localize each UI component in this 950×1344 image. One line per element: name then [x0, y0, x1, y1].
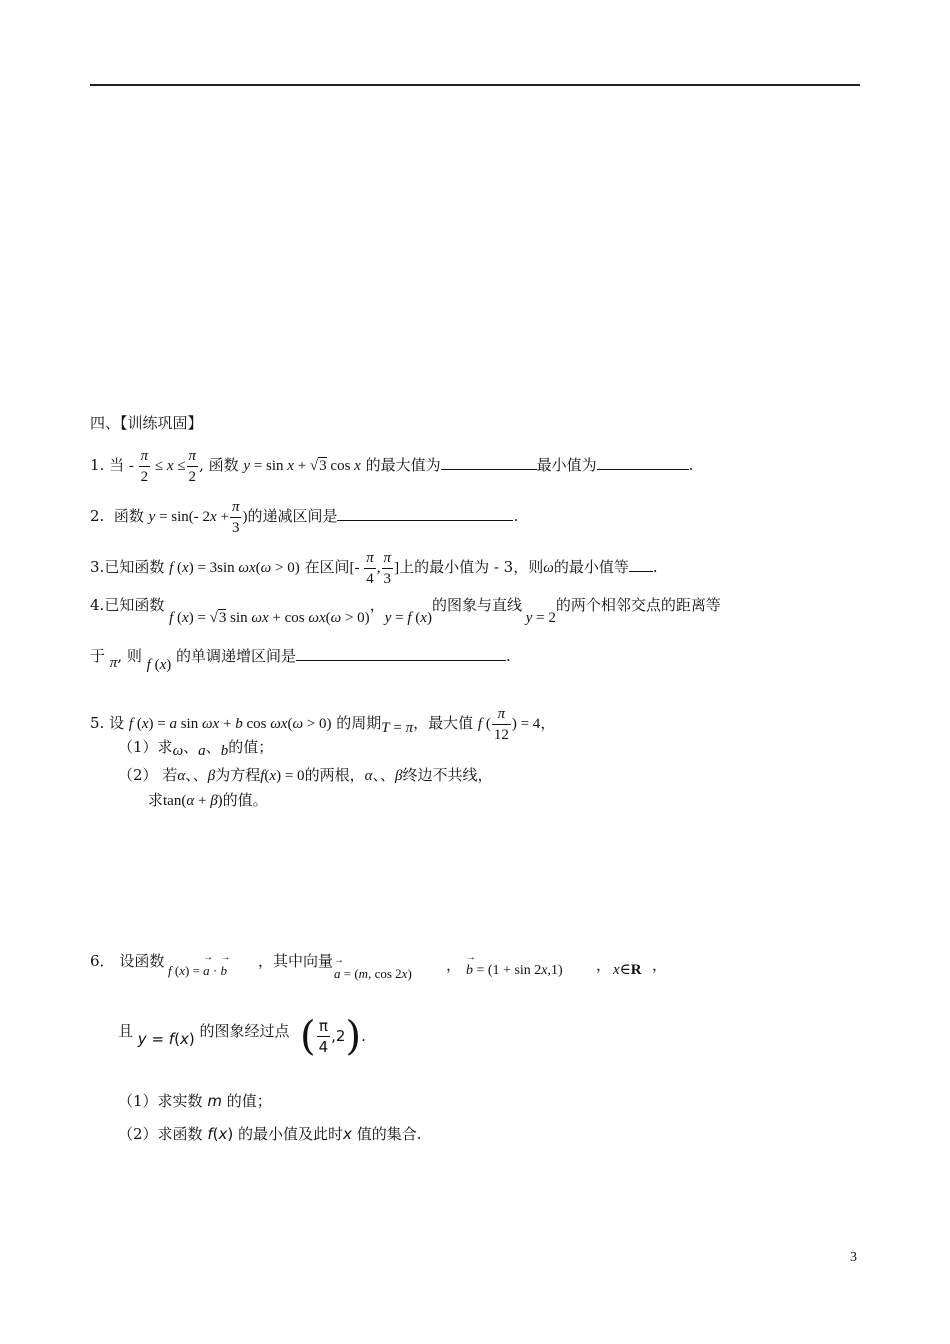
q3-range: [- $\frac{\pi}{4}$ , $\frac{\pi}{3}$ ] [349, 550, 400, 587]
q3-minof: 的最小值等 [553, 557, 629, 576]
q3-interval: 在区间 [304, 557, 350, 576]
q5-p2-roots: 的两根， [304, 766, 365, 784]
q1-min-label: 最小值为 [536, 455, 597, 474]
q6-comma-3: ， [652, 956, 668, 974]
q4-formula: f (x) = √3 sin ωx + cos ωx(ω > 0) [169, 610, 370, 626]
q6-end: . [361, 1027, 366, 1045]
q5-part2: （2） 若α、、β为方程f(x) = 0的两根，α、、β终边不共线， [118, 766, 493, 784]
q2-func: 函数 [113, 506, 144, 525]
q6-yfx: y = f(x) [137, 1030, 195, 1048]
q5-p1-a: a [198, 743, 206, 759]
q5-p2-beta: β [207, 768, 216, 784]
q5-fmax: f ( $\frac{\pi}{12}$ ) = 4 [477, 706, 541, 743]
q1-max-blank[interactable] [441, 455, 537, 470]
header-rule [90, 84, 860, 86]
q5-p1-label: （1） [118, 738, 158, 756]
q4-yfx: y = f (x) [384, 610, 432, 626]
question-4-cont [90, 646, 511, 673]
q2-blank[interactable] [337, 506, 513, 521]
question-1 [90, 446, 693, 487]
q3-omega: ω [543, 559, 554, 576]
q6-comma-2: ， [596, 956, 612, 974]
q4-known: 已知函数 [104, 596, 165, 614]
q5-max: ，最大值 [413, 713, 474, 732]
q1-number: 1. [90, 455, 105, 474]
q5-tail: ， [540, 713, 556, 732]
q6-domain: x∈R [613, 962, 642, 978]
q5-p2-beta2: β [394, 768, 403, 784]
q6-part1 [118, 1094, 272, 1109]
q1-when: 当 [109, 455, 125, 474]
q5-p2-alpha: α [177, 768, 186, 784]
q6-and: 且 [118, 1022, 134, 1040]
q6-p2-end: 值的集合. [356, 1125, 422, 1143]
q4-graph: 的图象与直线 [431, 596, 522, 614]
q5-p2-alpha2: α [364, 768, 373, 784]
q5-p1-sep1: 、 [183, 738, 199, 756]
q5-formula: f (x) = a sin ωx + b cos ωx(ω > 0) [128, 715, 332, 732]
q5-p1-sep2: 、 [205, 738, 221, 756]
q4-end: . [506, 647, 511, 665]
q6-p2-x: x [343, 1125, 352, 1143]
q5-p2-tan: tan(α + β) [163, 793, 223, 809]
q6-graph: 的图象经过点 [199, 1022, 290, 1040]
q4-pi: π [109, 655, 118, 671]
q6-vec-a: → a = (m, cos 2x) [334, 967, 412, 980]
q5-p2-noncol: 终边不共线， [402, 766, 493, 784]
q6-line2 [118, 1022, 290, 1048]
q5-p1-text: 求 [157, 738, 173, 756]
q6-p2-label: （2） [118, 1125, 158, 1143]
q5-period: 的周期 [336, 713, 382, 732]
q4-fx: f (x) [146, 657, 172, 673]
q5-p2-qiu: 求 [148, 791, 164, 809]
q3-number: 3. [90, 557, 105, 576]
q2-number: 2. [90, 506, 105, 525]
q6-p2-text: 求函数 [157, 1125, 203, 1143]
q1-formula: y = sin x + √3 cos x [243, 457, 361, 474]
q6-vec-label: ，其中向量 [258, 952, 334, 970]
q4-dist: 的两个相邻交点的距离等 [555, 596, 721, 614]
q2-formula: y = sin(- 2x + $\frac{\pi}{3}$ ) [148, 499, 248, 536]
q6-comma-1: ， [446, 956, 462, 974]
q5-p2-end: 的值。 [222, 791, 268, 809]
q1-ineq: - $\frac{\pi}{2}$ ≤ x ≤ $\frac{\pi}{2}$ [128, 448, 197, 485]
q4-blank[interactable] [296, 646, 506, 661]
q4-incr: 的单调递增区间是 [176, 647, 297, 665]
q2-mid: 的递减区间是 [247, 506, 338, 525]
q6-number: 6． [90, 952, 115, 970]
q5-p1-b: b [220, 743, 229, 759]
q6-p1-text: 求实数 [157, 1092, 203, 1110]
q3-blank[interactable] [629, 557, 653, 572]
q4-comma: ， [369, 596, 385, 614]
q4-ze: , 则 [117, 647, 142, 665]
q6-p2-mid: 的最小值及此时 [238, 1125, 344, 1143]
q6-fx-dot: f (x) = → a · → b [168, 964, 227, 977]
q1-end: . [688, 455, 694, 474]
question-4 [90, 596, 721, 626]
q5-p2-sep: 、 [185, 766, 193, 784]
q5-p2-mid: 为方程 [215, 766, 261, 784]
q5-part1 [118, 738, 274, 759]
q6-p1-end: 的值； [226, 1092, 272, 1110]
q4-line: y = 2 [525, 610, 556, 626]
q6-p2-fx: f(x) [207, 1125, 234, 1143]
page-number: 3 [850, 1250, 857, 1265]
q1-func: , 函数 [199, 455, 239, 474]
q6-p1-m: m [207, 1092, 222, 1110]
q4-yu: 于 [90, 647, 106, 665]
q5-p1-end: 的值； [228, 738, 274, 756]
q3-formula: f (x) = 3sin ωx(ω > 0) [169, 559, 300, 576]
q4-number: 4. [90, 596, 105, 614]
q6-part2 [118, 1127, 421, 1142]
q3-min: 上的最小值为 - 3，则 [399, 557, 544, 576]
q2-end: . [513, 506, 519, 525]
q5-p2-sep3: 、 [372, 766, 380, 784]
question-2 [90, 497, 518, 538]
q3-known: 已知函数 [104, 557, 165, 576]
q5-p2-ruo: 若 [162, 766, 178, 784]
q3-end: . [652, 557, 658, 576]
section-title: 四、【训练巩固】 [90, 414, 203, 432]
q6-point: ( $\frac{\pi}{4}$ ,2). [300, 1013, 366, 1060]
q1-min-blank[interactable] [597, 455, 689, 470]
q5-number: 5. [90, 713, 105, 732]
q6-p1-label: （1） [118, 1092, 158, 1110]
q5-let: 设 [109, 713, 125, 732]
q5-T: T = π [381, 719, 414, 736]
q5-part2-cont [148, 793, 268, 809]
question-3 [90, 548, 658, 589]
q6-vec-b: → b = (1 + sin 2x,1) [466, 964, 563, 978]
q5-p2-eq: f(x) = 0 [260, 768, 305, 784]
q1-max-label: 的最大值为 [365, 455, 441, 474]
question-6 [90, 954, 164, 969]
q6-let: 设函数 [119, 952, 165, 970]
q5-p1-omega: ω [172, 743, 184, 759]
q5-p2-label: （2） [118, 766, 158, 784]
